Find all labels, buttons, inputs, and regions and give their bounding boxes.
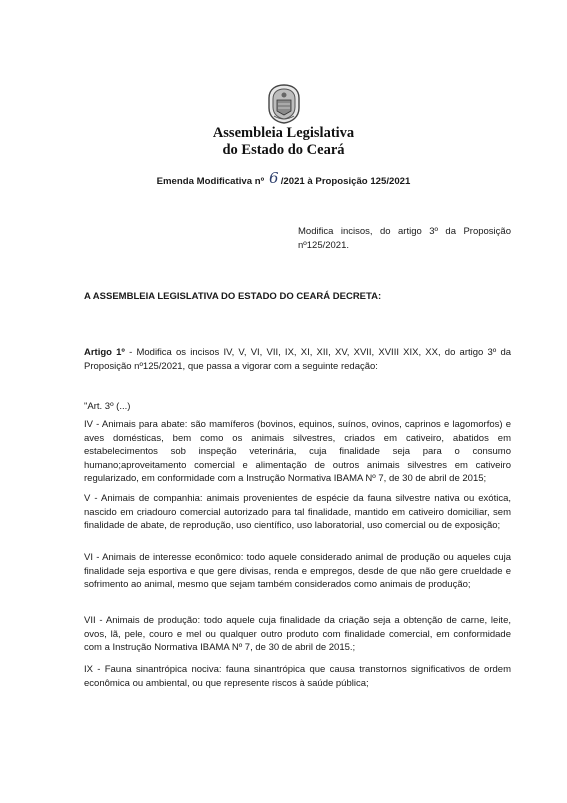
amendment-title-prefix: Emenda Modificativa nº xyxy=(156,176,267,187)
article-3-heading: "Art. 3º (...) xyxy=(84,401,131,412)
ementa-summary: Modifica incisos, do artigo 3º da Proposição nº125/2021. xyxy=(298,226,511,251)
inciso-vi: VI - Animais de interesse econômico: todo aquele considerado animal de produção ou aqueles cuja finalidade seja esportiva e que gere divisas, renda e empregos, desde de que não gere crueldade e sofrimento ao animal, mesmo que sejam também considerados como animais de produção; xyxy=(84,552,511,591)
inciso-ix: IX - Fauna sinantrópica nociva: fauna sinantrópica que causa transtornos significativos de ordem econômica ou ambiental, ou que represente riscos à saúde pública; xyxy=(84,664,511,689)
organization-name-line2: do Estado do Ceará xyxy=(222,142,345,158)
article-1 xyxy=(84,346,511,373)
organization-name-line1: Assembleia Legislativa xyxy=(212,125,355,141)
inciso-iv: IV - Animais para abate: são mamíferos (bovinos, equinos, suínos, ovinos, caprinos e lagomorfos) e aves domésticas, bem como os animais silvestres, criados em cativeiro, abatidos em estabelecimentos sob inspeção veterinária, cuja finalidade seja para o consumo humano;aproveitamento comercial e alimentação de outros animais silvestres em cativeiro regularizado, em conformidade com a Instrução Normativa IBAMA Nº 7, de 30 de abril de 2015; xyxy=(84,419,511,485)
article-1-text: - Modifica os incisos IV, V, VI, VII, IX, XI, XII, XV, XVII, XVIII XIX, XX, do artigo 3º da Proposição nº125/2021, que passa a vigorar com a seguinte redação: xyxy=(84,347,512,372)
enactment-clause: A ASSEMBLEIA LEGISLATIVA DO ESTADO DO CEARÁ DECRETA: xyxy=(84,291,382,302)
state-coat-of-arms-seal-icon xyxy=(266,84,302,124)
article-1-label: Artigo 1º xyxy=(84,347,125,358)
inciso-v: V - Animais de companhia: animais provenientes de espécie da fauna silvestre nativa ou exótica, nascido em criadouro comercial autorizado para tal finalidade, mantido em cativeiro domiciliar, sem finalidade de abate, de reprodução, uso científico, uso laboratorial, uso comercial ou de exposição; xyxy=(84,493,511,532)
amendment-number-handwritten: 6 xyxy=(268,169,279,187)
amendment-title xyxy=(0,170,567,188)
inciso-vii: VII - Animais de produção: todo aquele cuja finalidade da criação seja a obtenção de carne, leite, ovos, lã, pele, couro e mel ou qualquer outro produto com finalidade comercial, em conformidade com a Instrução Normativa IBAMA Nº 7, de 30 de abril de 2015.; xyxy=(84,615,511,654)
amendment-title-suffix: /2021 à Proposição 125/2021 xyxy=(280,176,411,187)
